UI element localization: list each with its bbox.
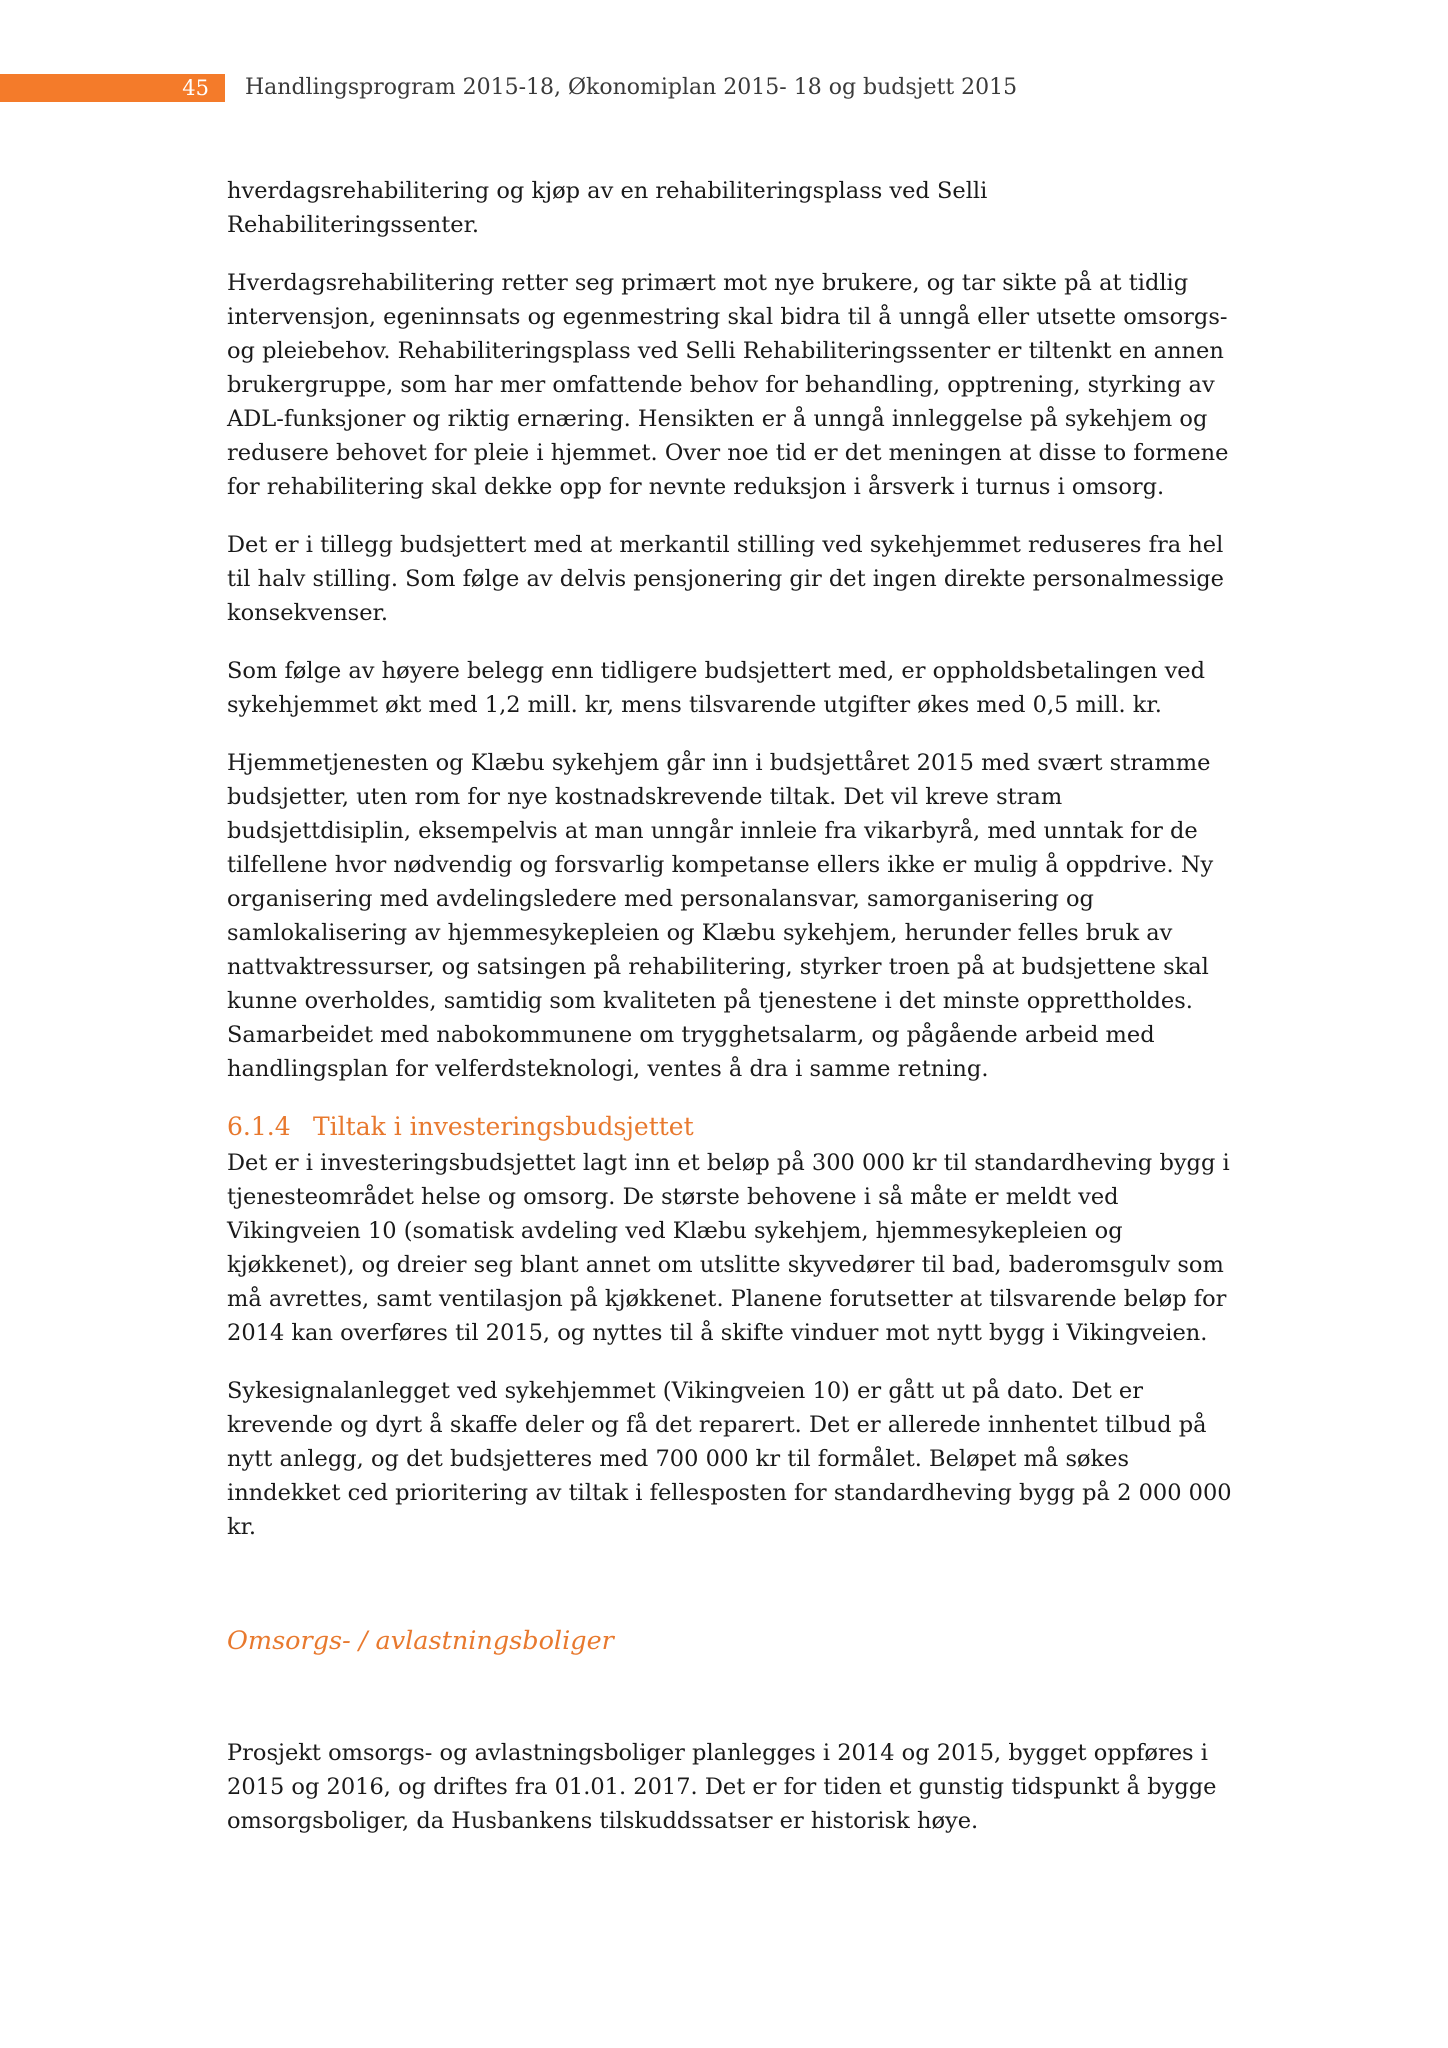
page-header [0, 74, 1448, 102]
paragraph: Hjemmetjenesten og Klæbu sykehjem går inn i budsjettåret 2015 med svært stramme budsjetter, uten rom for nye kostnadskrevende tiltak. Det vil kreve stram budsjettdisiplin, eksempelvis at man unngår innleie fra vikarbyrå, med unntak for de tilfellene hvor nødvendig og forsvarlig kompetanse ellers ikke er mulig å oppdrive. Ny organisering med avdelingsledere med personalansvar, samorganisering og samlokalisering av hjemmesykepleien og Klæbu sykehjem, herunder felles bruk av nattvaktressurser, og satsingen på rehabilitering, styrker troen på at budsjettene skal kunne overholdes, samtidig som kvaliteten på tjenestene i det minste opprettholdes. Samarbeidet med nabokommunene om trygghetsalarm, og pågående arbeid med handlingsplan for velferdsteknologi, ventes å dra i samme retning. [227, 750, 1214, 1082]
document-title: Handlingsprogram 2015-18, Økonomiplan 2015- 18 og budsjett 2015 [245, 75, 1018, 100]
page-content [227, 174, 1237, 1862]
subsection-heading: Omsorgs- / avlastningsboliger [227, 1626, 614, 1656]
section-heading [227, 1110, 1237, 1144]
paragraph: Det er i investeringsbudsjettet lagt inn et beløp på 300 000 kr til standardheving bygg i tjenesteområdet helse og omsorg. De største behovene i så måte er meldt ved Vikingveien 10 (somatisk avdeling ved Klæbu sykehjem, hjemmesykepleien og kjøkkenet), og dreier seg blant annet om utslitte skyvedører til bad, baderomsgulv som må avrettes, samt ventilasjon på kjøkkenet. Planene forutsetter at tilsvarende beløp for 2014 kan overføres til 2015, og nyttes til å skifte vinduer mot nytt bygg i Vikingveien. [227, 1150, 1230, 1346]
paragraph: Prosjekt omsorgs- og avlastningsboliger planlegges i 2014 og 2015, bygget oppføres i 2015 og 2016, og driftes fra 01.01. 2017. Det er for tiden et gunstig tidspunkt å bygge omsorgsboliger, da Husbankens tilskuddssatser er historisk høye. [227, 1740, 1217, 1834]
paragraph: hverdagsrehabilitering og kjøp av en rehabiliteringsplass ved Selli Rehabiliteringssenter. [227, 178, 988, 238]
section-number: 6.1.4 [227, 1112, 291, 1141]
paragraph: Det er i tillegg budsjettert med at merkantil stilling ved sykehjemmet reduseres fra hel til halv stilling. Som følge av delvis pensjonering gir det ingen direkte personalmessige konsekvenser. [227, 532, 1224, 626]
page-number: 45 [182, 76, 209, 100]
section-title: Tiltak i investeringsbudsjettet [313, 1112, 694, 1141]
page-number-bar [0, 74, 225, 102]
paragraph: Sykesignalanlegget ved sykehjemmet (Vikingveien 10) er gått ut på dato. Det er krevende og dyrt å skaffe deler og få det reparert. Det er allerede innhentet tilbud på nytt anlegg, og det budsjetteres med 700 000 kr til formålet. Beløpet må søkes inndekket ced prioritering av tiltak i fellesposten for standardheving bygg på 2 000 000 kr. [227, 1378, 1232, 1540]
paragraph: Hverdagsrehabilitering retter seg primært mot nye brukere, og tar sikte på at tidlig intervensjon, egeninnsats og egenmestring skal bidra til å unngå eller utsette omsorgs- og pleiebehov. Rehabiliteringsplass ved Selli Rehabiliteringssenter er tiltenkt en annen brukergruppe, som har mer omfattende behov for behandling, opptrening, styrking av ADL-funksjoner og riktig ernæring. Hensikten er å unngå innleggelse på sykehjem og redusere behovet for pleie i hjemmet. Over noe tid er det meningen at disse to formene for rehabilitering skal dekke opp for nevnte reduksjon i årsverk i turnus i omsorg. [227, 270, 1229, 500]
paragraph: Som følge av høyere belegg enn tidligere budsjettert med, er oppholdsbetalingen ved sykehjemmet økt med 1,2 mill. kr, mens tilsvarende utgifter økes med 0,5 mill. kr. [227, 658, 1206, 718]
